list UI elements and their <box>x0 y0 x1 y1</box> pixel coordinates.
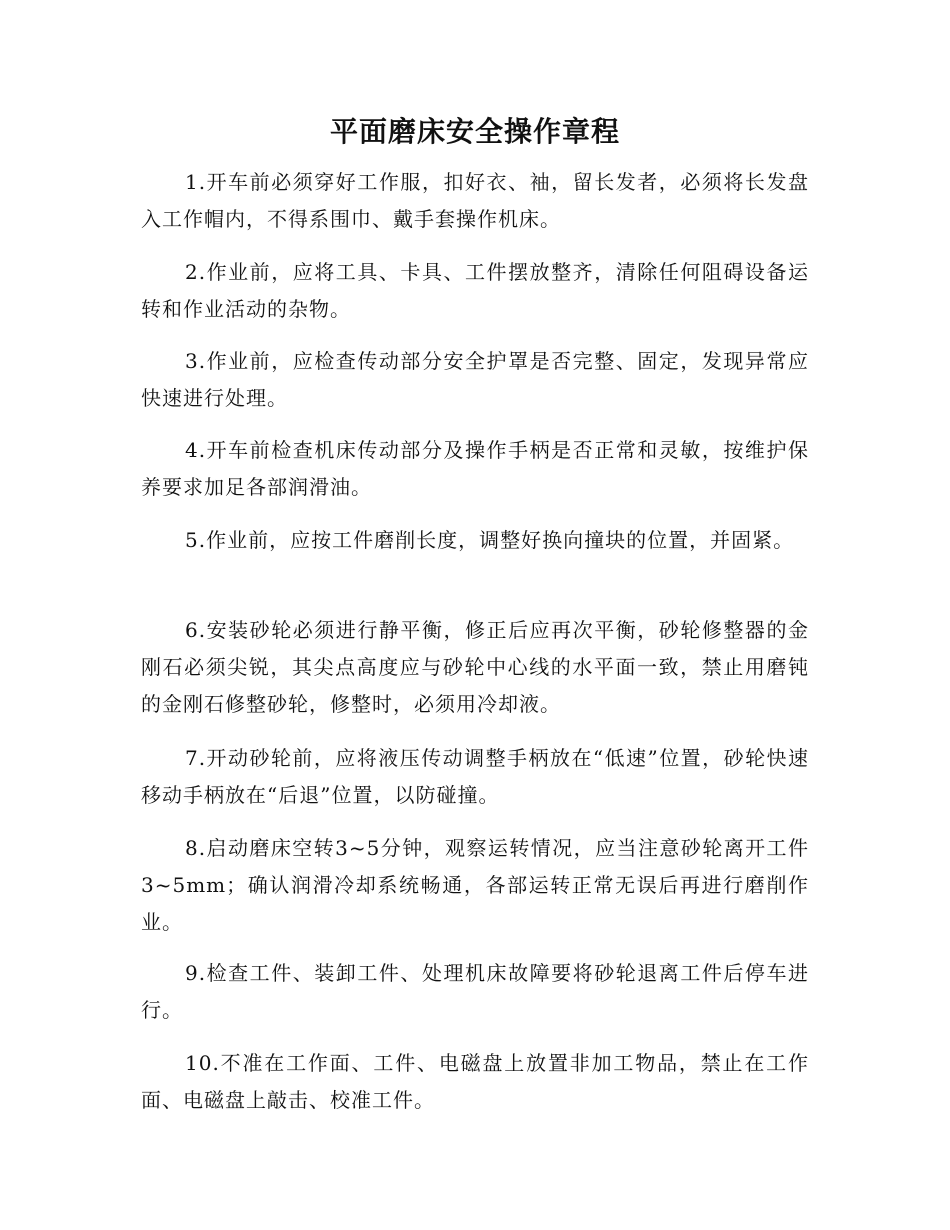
rule-paragraph-7: 7.开动砂轮前，应将液压传动调整手柄放在“低速”位置，砂轮快速移动手柄放在“后退”位置，以防碰撞。 <box>141 746 809 807</box>
rule-paragraph-3: 3.作业前，应检查传动部分安全护罩是否完整、固定，发现异常应快速进行处理。 <box>141 349 809 410</box>
rule-paragraph-10: 10.不准在工作面、工件、电磁盘上放置非加工物品，禁止在工作面、电磁盘上敲击、校准工件。 <box>141 1051 809 1112</box>
rule-paragraph-5: 5.作业前，应按工件磨削长度，调整好换向撞块的位置，并固紧。 <box>185 528 795 552</box>
rule-paragraph-1: 1.开车前必须穿好工作服，扣好衣、袖，留长发者，必须将长发盘入工作帽内，不得系围巾、戴手套操作机床。 <box>141 170 809 231</box>
rule-paragraph-9: 9.检查工件、装卸工件、处理机床故障要将砂轮退离工件后停车进行。 <box>141 961 809 1022</box>
document-title: 平面磨床安全操作章程 <box>329 115 620 148</box>
rule-paragraph-2: 2.作业前，应将工具、卡具、工件摆放整齐，清除任何阻碍设备运转和作业活动的杂物。 <box>141 260 809 321</box>
rule-paragraph-8: 8.启动磨床空转3~5分钟，观察运转情况，应当注意砂轮离开工件3~5mm；确认润滑冷却系统畅通，各部运转正常无误后再进行磨削作业。 <box>141 836 809 934</box>
rule-paragraph-6: 6.安装砂轮必须进行静平衡，修正后应再次平衡，砂轮修整器的金刚石必须尖锐，其尖点高度应与砂轮中心线的水平面一致，禁止用磨钝的金刚石修整砂轮，修整时，必须用冷却液。 <box>141 618 809 716</box>
rule-paragraph-4: 4.开车前检查机床传动部分及操作手柄是否正常和灵敏，按维护保养要求加足各部润滑油。 <box>141 438 809 499</box>
